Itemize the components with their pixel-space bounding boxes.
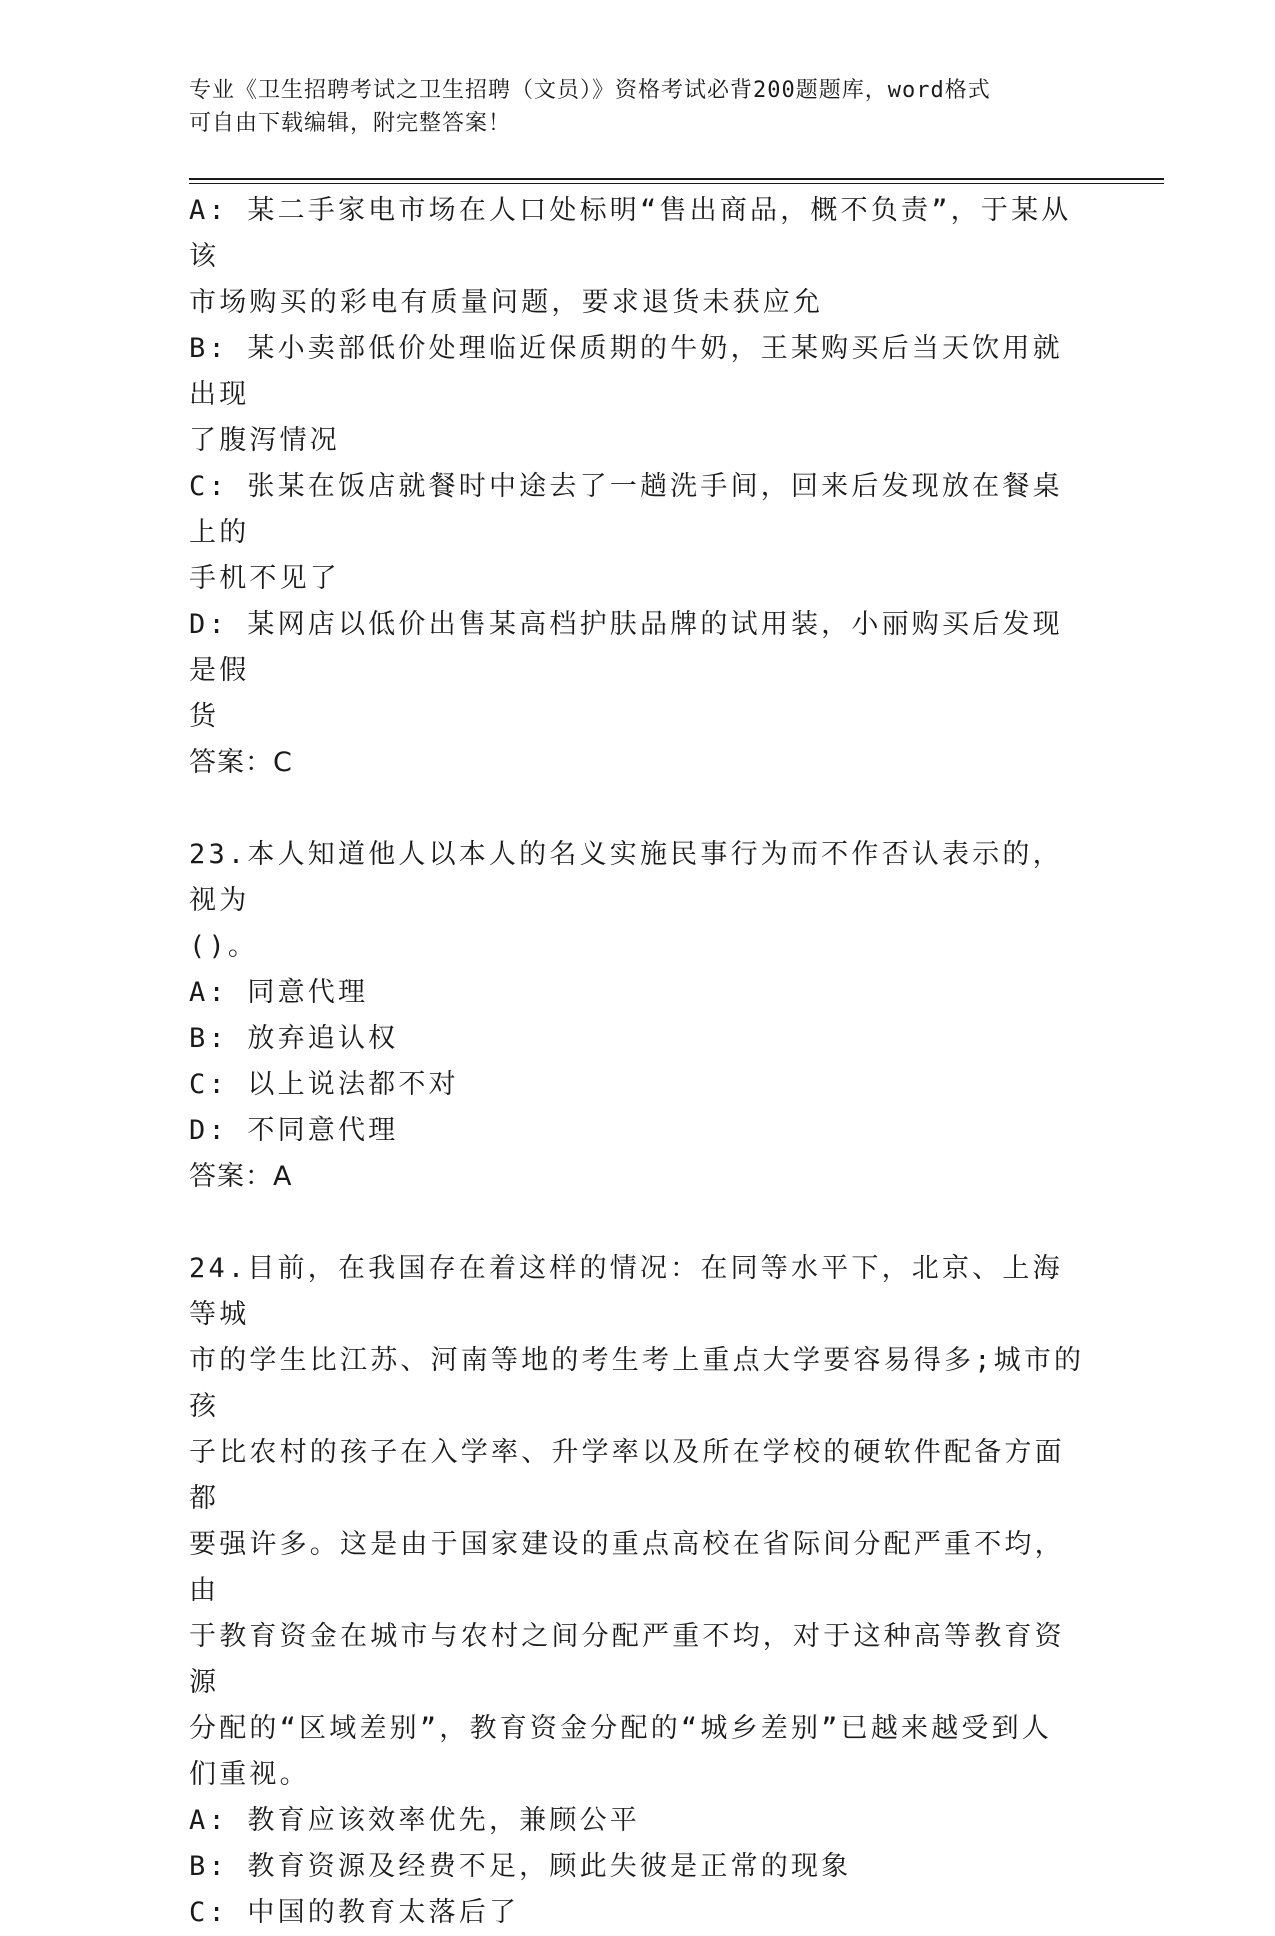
header-title-line-2: 可自由下载编辑，附完整答案！ bbox=[189, 111, 512, 136]
q23-option-a: A: 同意代理 bbox=[189, 977, 369, 1008]
q24-option-c: C: 中国的教育太落后了 bbox=[189, 1897, 520, 1928]
q22-answer: 答案：C bbox=[189, 747, 293, 778]
spacer bbox=[189, 786, 1089, 832]
q24-stem-line-6: 分配的“区域差别”，教育资金分配的“城乡差别”已越来越受到人 bbox=[189, 1713, 1053, 1744]
q22-option-c-line-1: C: 张某在饭店就餐时中途去了一趟洗手间，回来后发现放在餐桌上的 bbox=[189, 471, 1063, 548]
q24-option-b: B: 教育资源及经费不足，顾此失彼是正常的现象 bbox=[189, 1851, 852, 1882]
q22-option-b-line-1: B: 某小卖部低价处理临近保质期的牛奶，王某购买后当天饮用就出现 bbox=[189, 333, 1063, 410]
q24-stem-line-2: 市的学生比江苏、河南等地的考生考上重点大学要容易得多;城市的孩 bbox=[189, 1345, 1085, 1422]
q22-option-a-line-2: 市场购买的彩电有质量问题，要求退货未获应允 bbox=[189, 287, 824, 318]
q22-option-d-line-1: D: 某网店以低价出售某高档护肤品牌的试用装，小丽购买后发现是假 bbox=[189, 609, 1063, 686]
q24-stem-line-1: 24.目前，在我国存在着这样的情况：在同等水平下，北京、上海等城 bbox=[189, 1253, 1063, 1330]
q23-option-d: D: 不同意代理 bbox=[189, 1115, 399, 1146]
q24-stem-line-3: 子比农村的孩子在入学率、升学率以及所在学校的硬软件配备方面都 bbox=[189, 1437, 1065, 1514]
q23-stem-line-1: 23.本人知道他人以本人的名义实施民事行为而不作否认表示的，视为 bbox=[189, 839, 1063, 916]
q22-option-b-line-2: 了腹泻情况 bbox=[189, 425, 340, 456]
q24-stem-line-7: 们重视。 bbox=[189, 1759, 310, 1790]
q23-stem-line-2: ()。 bbox=[189, 931, 259, 962]
question-22-options bbox=[189, 188, 1089, 786]
q22-option-d-line-2: 货 bbox=[189, 701, 220, 732]
spacer bbox=[189, 1200, 1089, 1246]
q24-stem-line-5: 于教育资金在城市与农村之间分配严重不均，对于这种高等教育资源 bbox=[189, 1621, 1065, 1698]
header-title-line-1: 专业《卫生招聘考试之卫生招聘（文员）》资格考试必背200题题库，word格式 bbox=[189, 78, 991, 103]
q23-option-c: C: 以上说法都不对 bbox=[189, 1069, 459, 1100]
q24-stem-line-4: 要强许多。这是由于国家建设的重点高校在省际间分配严重不均，由 bbox=[189, 1529, 1065, 1606]
q22-option-c-line-2: 手机不见了 bbox=[189, 563, 340, 594]
question-23 bbox=[189, 832, 1089, 1200]
question-24 bbox=[189, 1246, 1089, 1936]
document-header bbox=[189, 74, 1069, 140]
q23-option-b: B: 放弃追认权 bbox=[189, 1023, 399, 1054]
q24-option-a: A: 教育应该效率优先，兼顾公平 bbox=[189, 1805, 640, 1836]
q22-option-a-line-1: A: 某二手家电市场在人口处标明“售出商品，概不负责”，于某从该 bbox=[189, 195, 1072, 272]
header-divider bbox=[189, 178, 1164, 184]
q23-answer: 答案：A bbox=[189, 1161, 293, 1192]
document-body bbox=[189, 188, 1089, 1936]
